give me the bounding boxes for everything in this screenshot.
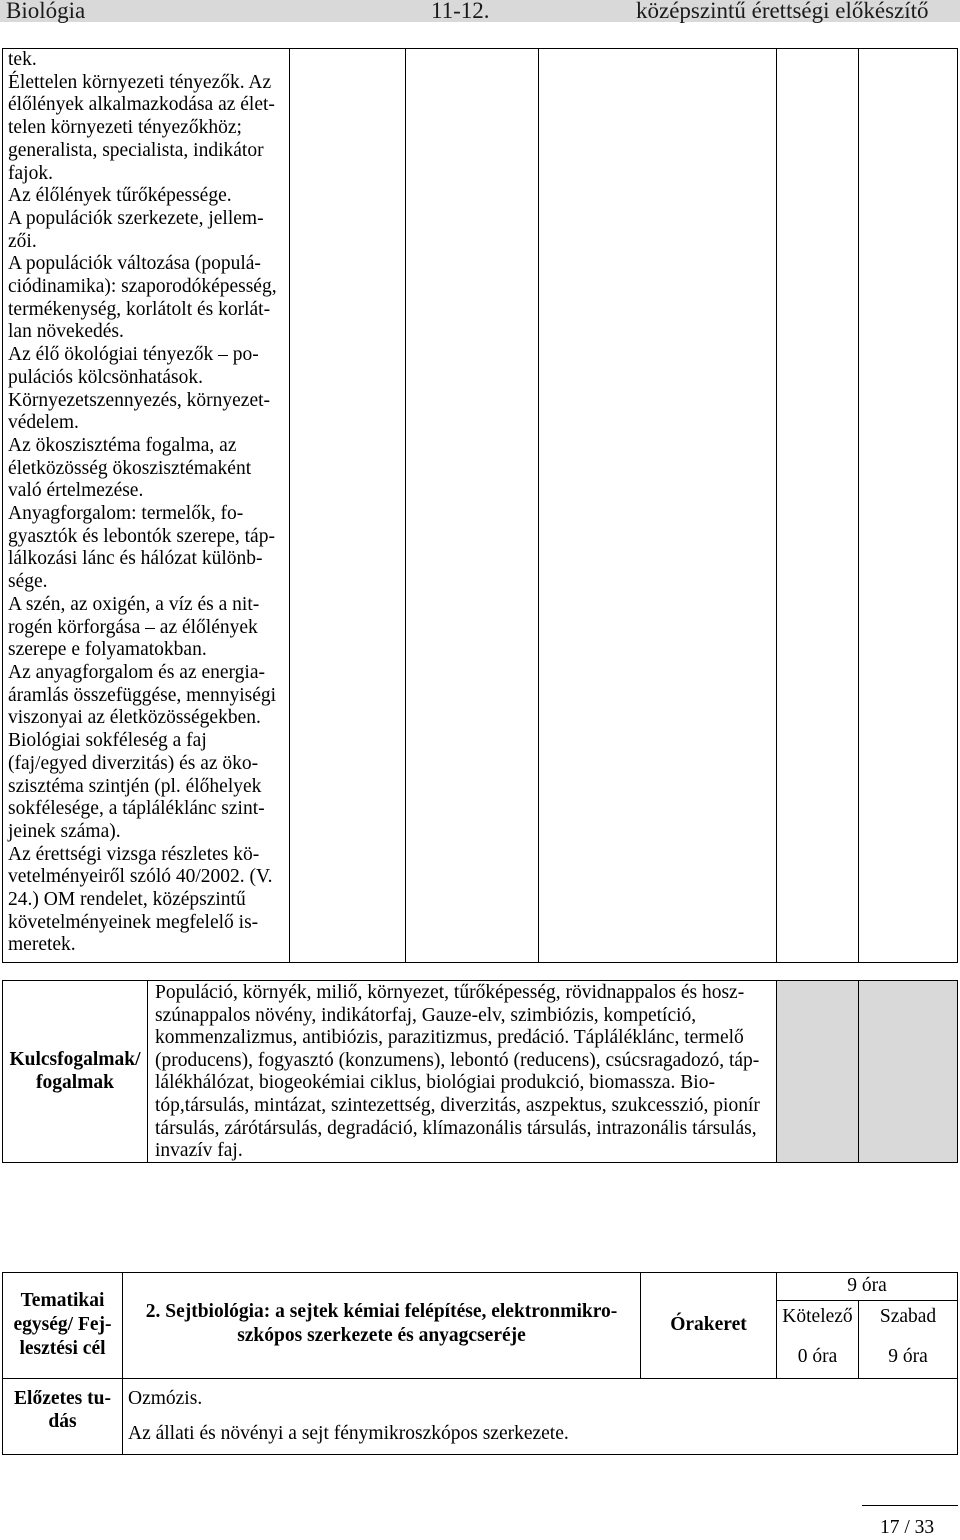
key-concepts-line: szúnappalos növény, indikátorfaj, Gauze-elv, szimbiózis, kompetíció, bbox=[155, 1004, 697, 1026]
optional-hours: 9 óra bbox=[888, 1346, 928, 1367]
header-course: középszintű érettségi előkészítő bbox=[636, 0, 929, 23]
key-concepts-line: Populáció, környék, miliő, környezet, tűrőképesség, rövidnappalos és hosz- bbox=[155, 982, 745, 1003]
empty-cell bbox=[538, 48, 777, 963]
content-line: Az élőlények tűrőképessége. bbox=[8, 185, 232, 207]
unit-title-line: szkópos szerkezete és anyagcseréje bbox=[237, 1325, 526, 1346]
content-line: tek. bbox=[8, 49, 37, 70]
prior-knowledge-item: Ozmózis. bbox=[128, 1387, 203, 1409]
unit-label-line: lesztési cél bbox=[19, 1338, 106, 1359]
content-line: Az anyagforgalom és az energia- bbox=[8, 661, 265, 683]
content-line: A populációk változása (populá- bbox=[8, 253, 261, 275]
content-line: pulációs kölcsönhatások. bbox=[8, 366, 203, 388]
unit-title-line: 2. Sejtbiológia: a sejtek kémiai felépítése, elektronmikro- bbox=[145, 1301, 618, 1322]
content-line: ciódinamika): szaporodóképesség, bbox=[8, 276, 277, 298]
content-line: Biológiai sokféleség a faj bbox=[8, 730, 207, 752]
content-line: Az érettségi vizsga részletes kö- bbox=[8, 843, 260, 865]
content-line: gyasztók és lebontók szerepe, táp- bbox=[8, 525, 275, 547]
footer-rule bbox=[862, 1505, 958, 1506]
shaded-cell bbox=[858, 980, 958, 1163]
content-line: viszonyai az életközösségekben. bbox=[8, 707, 261, 729]
header-subject: Biológia bbox=[6, 0, 86, 23]
content-line: sége. bbox=[8, 571, 48, 593]
prior-knowledge-label-line: Előzetes tu- bbox=[14, 1387, 111, 1409]
key-concepts-label-line: fogalmak bbox=[36, 1071, 114, 1093]
content-line: fajok. bbox=[8, 162, 53, 184]
key-concepts-text bbox=[155, 982, 760, 1163]
paragraph bbox=[8, 390, 277, 435]
hours-label: Órakeret bbox=[670, 1314, 747, 1335]
key-concepts-line: tóp,társulás, mintázat, szintezettség, diverzitás, aszpektus, szukcesszió, pionír bbox=[155, 1094, 760, 1116]
content-line: meretek. bbox=[8, 934, 76, 956]
prior-knowledge-item: Az állati és növényi a sejt fénymikroszkópos szerkezete. bbox=[128, 1422, 569, 1444]
content-line: életközösség ökoszisztémaként bbox=[8, 457, 252, 479]
content-line: zői. bbox=[8, 230, 37, 252]
content-line: A populációk szerkezete, jellem- bbox=[8, 207, 264, 229]
page-number: 17 / 33 bbox=[880, 1517, 935, 1538]
content-line: 24.) OM rendelet, középszintű bbox=[8, 889, 246, 911]
content-line: Élettelen környezeti tényezők. Az bbox=[8, 71, 272, 93]
key-concepts-label-line: Kulcsfogalmak/ bbox=[9, 1049, 141, 1070]
mandatory-hours: 0 óra bbox=[797, 1346, 838, 1367]
paragraph bbox=[8, 594, 277, 662]
content-line: rogén körforgása – az élőlények bbox=[8, 616, 258, 638]
empty-cell bbox=[289, 48, 406, 963]
key-concepts-table bbox=[0, 980, 960, 1163]
key-concepts-line: kommenzalizmus, antibiózis, parazitizmus, predáció. Tápláléklánc, termelő bbox=[155, 1027, 744, 1049]
prior-knowledge-label-line: dás bbox=[48, 1410, 77, 1432]
prior-knowledge-label bbox=[2, 1387, 123, 1433]
empty-cell bbox=[405, 48, 539, 963]
paragraph bbox=[8, 435, 277, 503]
unit-title bbox=[122, 1300, 641, 1348]
content-line: Környezetszennyezés, környezet- bbox=[8, 389, 271, 411]
key-concepts-label bbox=[2, 1049, 148, 1094]
content-line: követelményeinek megfelelő is- bbox=[8, 911, 259, 933]
content-table bbox=[0, 48, 960, 963]
content-line: Az élő ökológiai tényezők – po- bbox=[8, 344, 259, 366]
content-line: védelem. bbox=[8, 412, 79, 434]
page-header bbox=[0, 0, 960, 22]
paragraph bbox=[8, 730, 277, 844]
empty-cell bbox=[858, 48, 958, 963]
content-line: (faj/egyed diverzitás) és az öko- bbox=[8, 752, 259, 774]
content-line: lan növekedés. bbox=[8, 321, 124, 343]
content-line: A szén, az oxigén, a víz és a nit- bbox=[8, 593, 260, 615]
content-line: termékenység, korlátolt és korlát- bbox=[8, 298, 271, 320]
content-line: élőlények alkalmazkodása az élet- bbox=[8, 94, 275, 116]
content-line: szerepe e folyamatokban. bbox=[8, 639, 207, 661]
key-concepts-line: invazív faj. bbox=[155, 1140, 243, 1162]
optional-label: Szabad bbox=[879, 1306, 937, 1327]
empty-cell bbox=[776, 48, 859, 963]
paragraph bbox=[8, 208, 277, 253]
paragraph bbox=[8, 253, 277, 344]
content-line: jeinek száma). bbox=[8, 820, 121, 842]
content-line: vetelményeiről szóló 40/2002. (V. bbox=[8, 866, 273, 888]
shaded-cell bbox=[776, 980, 859, 1163]
total-hours: 9 óra bbox=[847, 1275, 887, 1296]
paragraph bbox=[8, 49, 277, 72]
unit-label-line: egység/ Fej- bbox=[13, 1314, 112, 1335]
paragraph bbox=[8, 185, 277, 208]
paragraph bbox=[8, 72, 277, 186]
content-line: lálkozási lánc és hálózat különb- bbox=[8, 548, 263, 570]
content-line: szisztéma szintjén (pl. élőhelyek bbox=[8, 775, 262, 797]
mandatory-label: Kötelező bbox=[782, 1306, 853, 1327]
header-grade: 11-12. bbox=[431, 0, 490, 23]
content-line: generalista, specialista, indikátor bbox=[8, 139, 264, 161]
paragraph bbox=[8, 844, 277, 958]
content-line: telen környezeti tényezőkhöz; bbox=[8, 117, 242, 139]
key-concepts-line: lálékhálózat, biogeokémiai ciklus, biológiai produkció, biomassza. Bio- bbox=[155, 1072, 715, 1094]
content-line: Anyagforgalom: termelők, fo- bbox=[8, 503, 244, 525]
content-line: sokfélesége, a tápláléklánc szint- bbox=[8, 798, 265, 820]
paragraph bbox=[8, 503, 277, 594]
paragraph bbox=[8, 344, 277, 389]
key-concepts-line: (producens), fogyasztó (konzumens), lebontó (reducens), csúcsragadozó, táp- bbox=[155, 1049, 760, 1071]
thematic-unit-table bbox=[0, 1272, 960, 1455]
unit-label-line: Tematikai bbox=[20, 1290, 105, 1311]
content-text bbox=[8, 49, 277, 957]
key-concepts-line: társulás, zárótársulás, degradáció, klímazonális társulás, intrazonális társulás, bbox=[155, 1117, 757, 1139]
content-line: való értelmezése. bbox=[8, 480, 144, 502]
content-line: áramlás összefüggése, mennyiségi bbox=[8, 684, 277, 706]
unit-label bbox=[2, 1289, 123, 1361]
content-line: Az ökoszisztéma fogalma, az bbox=[8, 434, 237, 456]
paragraph bbox=[8, 662, 277, 730]
